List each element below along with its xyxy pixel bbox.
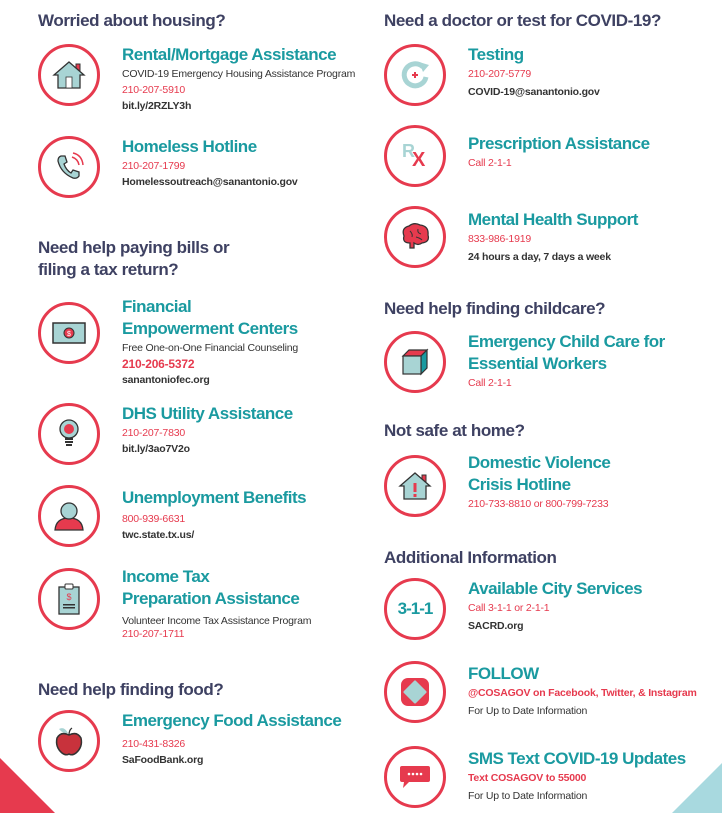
social-handle-link[interactable]: @COSAGOV on Facebook, Twitter, & Instagram: [468, 687, 697, 699]
311-badge-text: 3-1-1: [397, 599, 433, 618]
heading-line: Need help paying bills or: [38, 238, 230, 257]
decorative-corner-teal: [672, 763, 722, 813]
section-heading-safety: Not safe at home?: [384, 421, 525, 440]
cube-icon: [384, 331, 446, 393]
resource-title: Available City Services: [468, 579, 643, 598]
resource-title-line: Preparation Assistance: [122, 589, 300, 608]
email-link[interactable]: Homelessoutreach@sanantonio.gov: [122, 176, 298, 188]
phone-link[interactable]: 210-733-8810 or 800-799-7233: [468, 498, 609, 510]
phone-icon: [38, 136, 100, 198]
resource-title-line: Essential Workers: [468, 354, 607, 373]
resource-title: Prescription Assistance: [468, 134, 650, 153]
resource-title-line: Income Tax: [122, 567, 210, 586]
phone-link[interactable]: 210-207-1711: [122, 628, 185, 640]
section-heading-food: Need help finding food?: [38, 680, 224, 699]
resource-title-line: Emergency Child Care for: [468, 332, 665, 351]
lightbulb-icon: [38, 403, 100, 465]
resource-title: Mental Health Support: [468, 210, 638, 229]
web-link[interactable]: bit.ly/2RZLY3h: [122, 100, 192, 112]
resource-title-line: Domestic Violence: [468, 453, 611, 472]
web-link[interactable]: sanantoniofec.org: [122, 374, 210, 386]
resource-title: Testing: [468, 45, 524, 64]
resource-title: FOLLOW: [468, 664, 539, 683]
info-note: For Up to Date Information: [468, 790, 588, 802]
section-heading-bills: [38, 237, 229, 281]
section-heading-housing: Worried about housing?: [38, 11, 226, 30]
phone-link[interactable]: 210-206-5372: [122, 357, 195, 371]
section-heading-doctor: Need a doctor or test for COVID-19?: [384, 11, 661, 30]
resource-title-line: Crisis Hotline: [468, 475, 571, 494]
hours-note: 24 hours a day, 7 days a week: [468, 251, 611, 263]
info-note: For Up to Date Information: [468, 705, 588, 717]
phone-link[interactable]: 210-207-5910: [122, 84, 185, 96]
rx-r-glyph: R: [402, 141, 415, 161]
resource-subtitle: Volunteer Income Tax Assistance Program: [122, 615, 312, 627]
web-link[interactable]: SACRD.org: [468, 620, 524, 632]
house-icon: [38, 44, 100, 106]
resource-title-line: Empowerment Centers: [122, 319, 298, 338]
phone-link[interactable]: Call 3-1-1 or 2-1-1: [468, 602, 550, 614]
resource-title-line: Financial: [122, 297, 192, 316]
phone-link[interactable]: 210-207-5779: [468, 68, 531, 80]
web-link[interactable]: bit.ly/3ao7V2o: [122, 443, 190, 455]
resource-subtitle: COVID-19 Emergency Housing Assistance Program: [122, 68, 356, 80]
rx-x-glyph: X: [412, 149, 426, 171]
section-heading-additional: Additional Information: [384, 548, 557, 567]
resource-subtitle: Free One-on-One Financial Counseling: [122, 342, 299, 354]
resource-title: Unemployment Benefits: [122, 488, 307, 507]
brain-icon: [384, 206, 446, 268]
phone-link[interactable]: 210-207-7830: [122, 427, 185, 439]
money-icon: [38, 302, 100, 364]
phone-link[interactable]: 210-207-1799: [122, 160, 185, 172]
heading-line: filing a tax return?: [38, 260, 179, 279]
phone-link[interactable]: 833-986-1919: [468, 233, 531, 245]
rx-icon: [384, 125, 446, 187]
resource-title: Rental/Mortgage Assistance: [122, 45, 337, 64]
phone-link[interactable]: Call 2-1-1: [468, 377, 512, 389]
clipboard-icon: [38, 568, 100, 630]
sms-instruction: Text COSAGOV to 55000: [468, 772, 587, 784]
section-heading-childcare: Need help finding childcare?: [384, 299, 606, 318]
house-alert-icon: [384, 455, 446, 517]
resource-title: SMS Text COVID-19 Updates: [468, 749, 686, 768]
web-link[interactable]: twc.state.tx.us/: [122, 529, 195, 541]
svg-text:$: $: [66, 592, 72, 602]
resource-title: Homeless Hotline: [122, 137, 257, 156]
resource-title: Emergency Food Assistance: [122, 711, 342, 730]
email-link[interactable]: COVID-19@sanantonio.gov: [468, 86, 600, 98]
phone-link[interactable]: Call 2-1-1: [468, 157, 512, 169]
resource-title: DHS Utility Assistance: [122, 404, 293, 423]
311-icon: [384, 578, 446, 640]
chat-icon: [384, 746, 446, 808]
phone-link[interactable]: 210-431-8326: [122, 738, 185, 750]
decorative-corner-red: [0, 758, 55, 813]
testing-icon: [384, 44, 446, 106]
phone-link[interactable]: 800-939-6631: [122, 513, 185, 525]
social-icon: [384, 661, 446, 723]
svg-text:$: $: [67, 331, 71, 338]
web-link[interactable]: SaFoodBank.org: [122, 754, 204, 766]
person-icon: [38, 485, 100, 547]
